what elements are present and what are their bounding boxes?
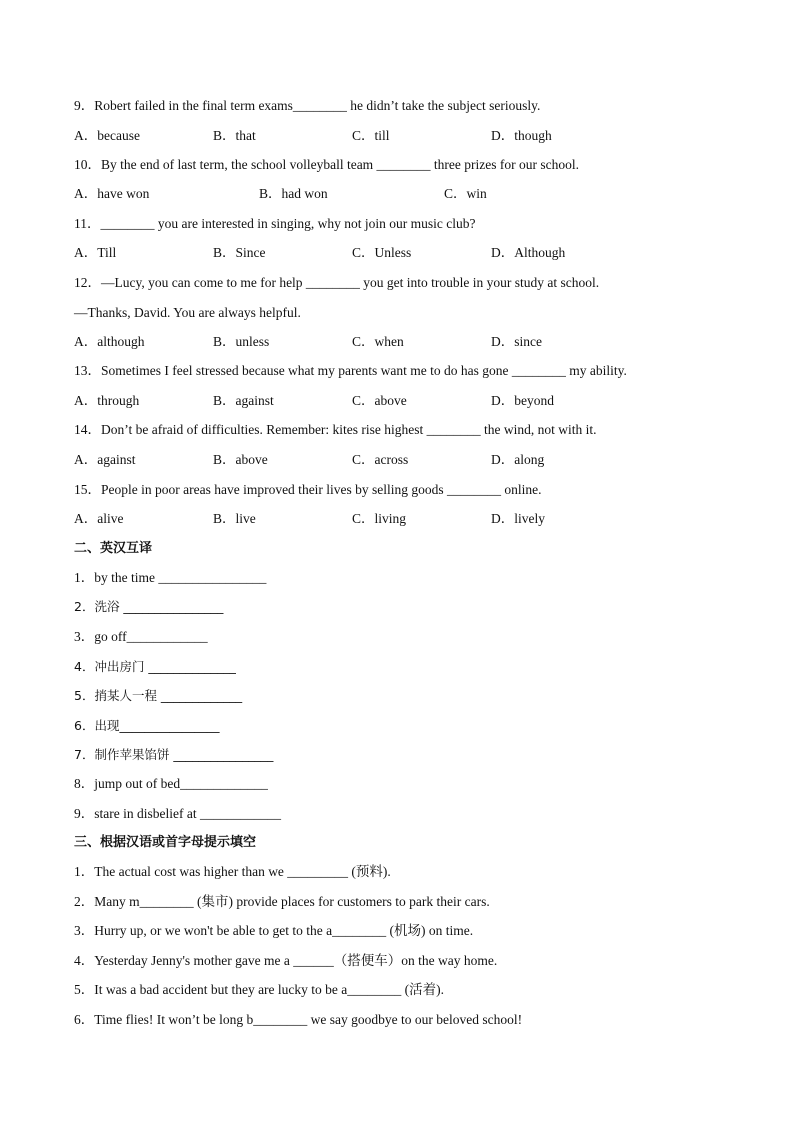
question-14-option-d: D．along [491,452,545,467]
question-10-option-a: A．have won [74,186,150,201]
question-9-option-d: D．though [491,128,552,143]
question-13-option-d: D．beyond [491,393,554,408]
section-3-item-4: 4．Yesterday Jenny's mother gave me a ______（搭便车）on the way home. [74,953,498,968]
section-3-item-3: 3．Hurry up, or we won't be able to get to the a________ (机场) on time. [74,923,474,938]
question-10-stem: 10．By the end of last term, the school volleyball team ________ three prizes for our school. [74,157,580,172]
question-15-option-b: B．live [213,511,256,526]
question-9-option-b: B．that [213,128,256,143]
section-2-heading: 二、英汉互译 [74,541,153,556]
section-2-item-8: 8．jump out of bed_____________ [74,776,268,791]
question-12-option-b: B．unless [213,334,270,349]
question-12-option-c: C．when [352,334,404,349]
section-3-item-5: 5．It was a bad accident but they are lucky to be a________ (活着). [74,982,445,997]
question-14-stem: 14．Don’t be afraid of difficulties. Remember: kites rise highest ________ the wind, not with it. [74,422,597,437]
question-11-option-c: C．Unless [352,245,412,260]
question-10-option-b: B．had won [259,186,328,201]
section-2-item-3: 3．go off____________ [74,629,208,644]
section-2-item-2: 2．洗浴 ________________ [74,599,224,614]
question-12-stem: 12．—Lucy, you can come to me for help ________ you get into trouble in your study at school. [74,275,600,290]
section-3-item-1: 1．The actual cost was higher than we _________ (预料). [74,864,391,879]
question-15-option-a: A．alive [74,511,124,526]
question-12-option-d: D．since [491,334,542,349]
section-2-item-1: 1．by the time ________________ [74,570,267,585]
question-10-option-c: C．win [444,186,487,201]
question-11-option-a: A．Till [74,245,117,260]
section-2-item-5: 5．捎某人一程 _____________ [74,688,243,703]
section-3-item-2: 2．Many m________ (集市) provide places for customers to park their cars. [74,894,490,909]
question-12-reply: —Thanks, David. You are always helpful. [74,305,301,320]
question-13-stem: 13．Sometimes I feel stressed because what my parents want me to do has gone ________ my ability. [74,363,627,378]
question-13-option-c: C．above [352,393,407,408]
section-2-item-7: 7．制作苹果馅饼 ________________ [74,747,274,762]
section-3-item-6: 6．Time flies! It won’t be long b________ we say goodbye to our beloved school! [74,1012,523,1027]
question-15-option-d: D．lively [491,511,545,526]
question-9-option-a: A．because [74,128,140,143]
question-12-option-a: A．although [74,334,145,349]
question-14-option-b: B．above [213,452,268,467]
question-11-option-b: B．Since [213,245,266,260]
question-13-option-b: B．against [213,393,274,408]
section-2-item-6: 6．出现________________ [74,718,220,733]
question-11-stem: 11．________ you are interested in singing, why not join our music club? [74,216,476,231]
question-13-option-a: A．through [74,393,140,408]
section-2-item-9: 9．stare in disbelief at ____________ [74,806,281,821]
question-9-option-c: C．till [352,128,390,143]
question-11-option-d: D．Although [491,245,566,260]
question-14-option-a: A．against [74,452,136,467]
question-9-stem: 9．Robert failed in the final term exams________ he didn’t take the subject seriously. [74,98,541,113]
question-15-stem: 15．People in poor areas have improved their lives by selling goods ________ online. [74,482,542,497]
section-2-item-4: 4．冲出房门 ______________ [74,659,236,674]
section-3-heading: 三、根据汉语或首字母提示填空 [74,835,257,850]
question-15-option-c: C．living [352,511,407,526]
question-14-option-c: C．across [352,452,409,467]
